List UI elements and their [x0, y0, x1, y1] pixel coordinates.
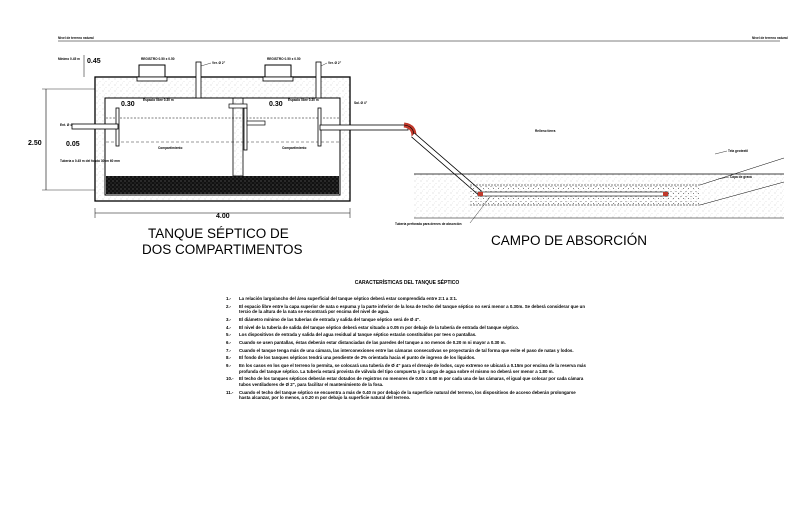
absorption-field-section	[395, 125, 784, 248]
dim-height: 2.50	[28, 140, 42, 147]
vent-pipe-right	[316, 62, 321, 98]
note-number: 7.-	[226, 347, 232, 353]
registro-right-label: REGISTRO 0.50 x 0.50	[267, 57, 301, 61]
header-right-label: Nivel de terreno natural	[752, 36, 788, 40]
notes-title: CARACTERÍSTICAS DEL TANQUE SÉPTICO	[354, 280, 460, 286]
inlet-pipe-label: Ent. Ø 4"	[60, 123, 74, 127]
espacio-left-label: Espacio libre 0.30 m	[143, 98, 174, 102]
tank-divider-wall	[233, 98, 243, 176]
note-number: 4.-	[226, 324, 232, 330]
vent-left-label: Ver. Ø 2"	[212, 61, 226, 65]
dim-width: 4.00	[216, 213, 230, 220]
note-item	[226, 332, 588, 338]
note-number: 2.-	[226, 303, 232, 309]
note-text: El nivel de la tubería de salida del tanque séptico deberá estar situado a 0.05 m por debajo de la tubería de entrada del tanque séptico.	[239, 324, 520, 330]
compartment-left-label: Compartimiento	[158, 146, 183, 150]
note-number: 11.-	[226, 389, 234, 395]
tank-characteristics-notes	[226, 280, 588, 403]
note-item	[226, 363, 588, 374]
note-item	[226, 296, 588, 302]
dim-right-inner: 0.30	[269, 101, 283, 108]
outlet-pipe-label: Sal. Ø 4"	[354, 101, 368, 105]
note-text: Cuando se usen pantallas, éstas deberán estar distanciadas de las paredes del tanque a no menos de 0.20 m ni mayor a 0.30 m.	[239, 340, 506, 346]
note-number: 1.-	[226, 296, 232, 301]
note-item	[226, 376, 588, 387]
min-depth-label: Mínimo 0.45 m	[58, 57, 80, 61]
note-item	[226, 390, 588, 401]
note-text: Los dispositivos de entrada y salida del agua residual al tanque séptico estarán constituidos por tees o pantallas.	[239, 332, 477, 338]
note-text: En los casos en los que el terreno lo permita, se colocará una tubería de Ø 4" para el drenaje de lodos, cuyo extremo se ubicará a 0.15m por encima de la reserva más profunda del tanque séptico. La tubería estará provista de válvula del tipo compuerta y la carga de agua sobre el mismo no deberá ser menor a 1.80 m.	[239, 363, 586, 374]
inlet-pipe	[72, 124, 118, 129]
perforated-pipe	[478, 192, 668, 196]
dim-inlet: 0.05	[66, 141, 80, 148]
dim-top: 0.45	[87, 58, 101, 65]
outlet-pipe	[320, 125, 408, 130]
note-text: El diámetro mínimo de las tuberías de entrada y salida del tanque séptico será de Ø 4".	[239, 316, 421, 322]
note-number: 3.-	[226, 316, 232, 322]
registro-left-label: REGISTRO 0.50 x 0.50	[141, 57, 175, 61]
note-text: Cuando el techo del tanque séptico se encuentra a más de 0.40 m por debajo de la superficie natural del terreno, los dispositivos de acceso deberán prolongarse hasta alcanzar, por lo menos, a 0.20 m por debajo la superficie natural del terreno.	[239, 389, 576, 401]
note-text: El techo de los tanques sépticos deberán estar dotados de registros no menores de 0.60 x 0.60 m por cada una de las cámaras, el igual que colocar por cada cámara tubos ventiladores de Ø 2", para facilitar el mantenimiento de la fosa.	[239, 376, 584, 387]
septic-tank-section	[28, 55, 408, 257]
field-title: CAMPO DE ABSORCIÓN	[491, 233, 648, 248]
note-text: El fondo de los tanques sépticos tendrá una pendiente de 2% orientada hacia el punto de ingreso de los líquidos.	[239, 355, 476, 361]
note-item	[226, 325, 588, 331]
tela-label: Tela geotextil	[728, 149, 749, 153]
note-item	[226, 304, 588, 315]
note-number: 8.-	[226, 355, 232, 361]
note-text: El espacio libre entre la capa superior de nata o espuma y la parte inferior de la losa de techo del tanque séptico no será menor a 0.30m. Se deberá considerar que un tercio de la altura de la nata se encontrará por encima del nivel de agua.	[239, 303, 586, 315]
vent-right-label: Ver. Ø 2"	[328, 61, 342, 65]
note-item	[226, 355, 588, 361]
bottom-pipe-label: Tubería a 0.45 m del fondo 30cm 60 mm	[60, 159, 120, 163]
note-number: 6.-	[226, 340, 232, 346]
note-number: 9.-	[226, 363, 232, 369]
relleno-label: Relleno tierra	[535, 129, 556, 133]
note-item	[226, 340, 588, 346]
note-item	[226, 317, 588, 323]
espacio-right-label: Espacio libre 0.30 m	[288, 98, 319, 102]
header	[58, 36, 788, 41]
tank-title-line1: TANQUE SÉPTICO DE	[148, 226, 289, 241]
note-text: La relación largo/ancho del área superficial del tanque séptico deberá estar comprendida entre 2:1 a 3:1.	[239, 296, 458, 301]
registro-left	[139, 65, 165, 77]
dim-left-inner: 0.30	[121, 101, 135, 108]
compartment-right-label: Compartimiento	[282, 146, 307, 150]
note-number: 10.-	[226, 376, 234, 382]
tuberia-label: Tubería perforada para drenes de absorción	[395, 222, 462, 226]
grava-label: Capa de grava	[730, 175, 752, 179]
tank-sludge-layer	[106, 176, 339, 194]
note-text: Cuando el tanque tenga más de una cámara, las interconexiones entre las cámaras consecutivas se proyectarán de tal forma que evite el paso de natas y lodos.	[239, 347, 574, 353]
notes-list	[226, 296, 588, 401]
registro-right	[265, 65, 291, 77]
note-number: 5.-	[226, 332, 232, 338]
tank-title-line2: DOS COMPARTIMENTOS	[142, 242, 303, 257]
header-left-label: Nivel de terreno natural	[58, 36, 94, 40]
vent-pipe-left	[196, 62, 201, 98]
note-item	[226, 348, 588, 354]
